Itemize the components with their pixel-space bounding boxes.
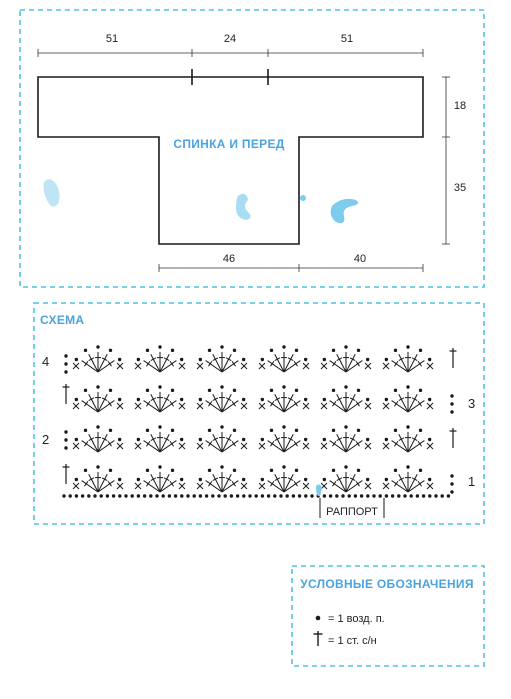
fan-dc-bar: [146, 481, 149, 486]
chain-dot: [75, 398, 78, 401]
chain-dot: [171, 469, 174, 472]
chain-dot: [428, 398, 431, 401]
chain-dot: [146, 429, 149, 432]
chain-dot: [323, 438, 326, 441]
chain-dot: [233, 389, 236, 392]
chain-dot: [450, 490, 453, 493]
chain-dot: [64, 370, 67, 373]
chain-dot: [385, 494, 388, 497]
fan-dc-bar: [170, 401, 173, 406]
blue-smudge: [300, 195, 306, 201]
fan-dc-bar: [332, 441, 335, 446]
chain-dot: [242, 494, 245, 497]
blue-smudge: [331, 199, 359, 223]
chain-dot: [96, 425, 99, 428]
chain-dot: [118, 478, 121, 481]
chain-dot: [428, 438, 431, 441]
chain-dot: [419, 469, 422, 472]
chain-dot: [180, 478, 183, 481]
chain-dot: [75, 478, 78, 481]
chain-dot: [137, 494, 140, 497]
chain-dot: [295, 389, 298, 392]
chain-dot: [385, 478, 388, 481]
fan-dc-bar: [108, 401, 111, 406]
chain-dot: [332, 429, 335, 432]
chain-dot: [137, 438, 140, 441]
chain-dot: [447, 494, 450, 497]
chain-dot: [357, 389, 360, 392]
chain-dot: [230, 494, 233, 497]
chain-dot: [394, 429, 397, 432]
chain-dot: [304, 438, 307, 441]
chain-dot: [199, 478, 202, 481]
legend-item-dc: = 1 ст. с/н: [328, 635, 377, 647]
fan-dc-bar: [294, 441, 297, 446]
chain-dot: [332, 469, 335, 472]
chain-dot: [180, 438, 183, 441]
blue-smudge: [44, 179, 60, 206]
fan-dc-bar: [394, 481, 397, 486]
chain-dot: [298, 494, 301, 497]
fan-dc-bar: [170, 481, 173, 486]
chain-dot: [329, 494, 332, 497]
fan-dc-bar: [294, 401, 297, 406]
chain-dot: [64, 362, 67, 365]
blue-smudge: [236, 194, 251, 220]
legend-item-chain: = 1 возд. п.: [328, 613, 385, 625]
fan-dc-bar: [170, 441, 173, 446]
chain-dot: [242, 438, 245, 441]
chain-dot: [270, 429, 273, 432]
dim-top-left: 51: [105, 33, 119, 45]
chain-dot: [366, 438, 369, 441]
chain-dot: [208, 429, 211, 432]
fan-dc-bar: [294, 361, 297, 366]
chain-dot: [162, 494, 165, 497]
chain-dot: [261, 478, 264, 481]
chain-dot: [261, 358, 264, 361]
dim-right-bottom: 35: [453, 182, 467, 194]
pattern-title: СПИНКА И ПЕРЕД: [173, 137, 285, 151]
fan-dc-bar: [232, 441, 235, 446]
chain-dot: [199, 438, 202, 441]
fan-dc-bar: [108, 361, 111, 366]
chain-dot: [62, 494, 65, 497]
chain-dot: [69, 494, 72, 497]
chain-dot: [180, 358, 183, 361]
chain-dot: [406, 425, 409, 428]
chain-dot: [419, 389, 422, 392]
chain-dot: [171, 429, 174, 432]
fan-dc-bar: [208, 481, 211, 486]
chain-dot: [158, 385, 161, 388]
chain-dot: [75, 494, 78, 497]
chain-dot: [344, 385, 347, 388]
chain-dot: [208, 349, 211, 352]
fan-dc-bar: [394, 361, 397, 366]
chain-dot: [270, 389, 273, 392]
chain-dot: [96, 345, 99, 348]
row-label-4: 4: [42, 354, 50, 369]
repeat-label: РАППОРТ: [326, 506, 378, 518]
chain-dot: [208, 389, 211, 392]
chain-dot: [394, 349, 397, 352]
fan-dc-bar: [356, 361, 359, 366]
chain-dot: [96, 385, 99, 388]
chain-dot: [450, 474, 453, 477]
dot-icon: [316, 616, 321, 621]
chain-dot: [379, 494, 382, 497]
chain-dot: [354, 494, 357, 497]
chain-dot: [224, 494, 227, 497]
chain-dot: [242, 358, 245, 361]
chain-dot: [366, 398, 369, 401]
dim-top-middle: 24: [223, 33, 237, 45]
chain-dot: [428, 478, 431, 481]
chain-dot: [282, 465, 285, 468]
chain-dot: [419, 429, 422, 432]
chain-dot: [323, 358, 326, 361]
chain-dot: [344, 425, 347, 428]
chain-dot: [233, 429, 236, 432]
chain-dot: [109, 429, 112, 432]
chain-dot: [199, 494, 202, 497]
dim-bottom-right: 40: [353, 253, 367, 265]
fan-dc-bar: [418, 361, 421, 366]
chain-dot: [220, 345, 223, 348]
chain-dot: [146, 349, 149, 352]
fan-dc-bar: [108, 441, 111, 446]
chain-dot: [118, 398, 121, 401]
chain-dot: [450, 410, 453, 413]
row-label-1: 1: [468, 474, 476, 489]
chain-dot: [323, 478, 326, 481]
chain-dot: [171, 389, 174, 392]
chain-dot: [391, 494, 394, 497]
fan-dc-bar: [232, 361, 235, 366]
chain-dot: [261, 398, 264, 401]
chain-dot: [109, 469, 112, 472]
chain-dot: [158, 425, 161, 428]
chain-dot: [286, 494, 289, 497]
chain-dot: [403, 494, 406, 497]
chain-dot: [199, 358, 202, 361]
fan-dc-bar: [270, 441, 273, 446]
chain-dot: [118, 494, 121, 497]
chain-dot: [109, 349, 112, 352]
chain-dot: [131, 494, 134, 497]
chain-dot: [193, 494, 196, 497]
chain-dot: [282, 425, 285, 428]
fan-dc-bar: [332, 401, 335, 406]
chain-dot: [137, 398, 140, 401]
chain-dot: [450, 394, 453, 397]
chain-dot: [146, 469, 149, 472]
fan-dc-bar: [208, 361, 211, 366]
chain-dot: [450, 482, 453, 485]
chain-dot: [295, 349, 298, 352]
legend-title: УСЛОВНЫЕ ОБОЗНАЧЕНИЯ: [300, 577, 474, 591]
chain-dot: [310, 494, 313, 497]
chain-dot: [137, 358, 140, 361]
chain-dot: [112, 494, 115, 497]
chain-dot: [64, 354, 67, 357]
fan-dc-bar: [84, 361, 87, 366]
chain-dot: [282, 345, 285, 348]
chain-dot: [199, 398, 202, 401]
chain-dot: [217, 494, 220, 497]
chain-dot: [332, 349, 335, 352]
fan-dc-bar: [294, 481, 297, 486]
fan-dc-bar: [332, 361, 335, 366]
chain-dot: [282, 385, 285, 388]
fan-dc-bar: [84, 481, 87, 486]
chain-dot: [366, 494, 369, 497]
chain-dot: [149, 494, 152, 497]
dagger-icon: [314, 631, 323, 646]
fan-dc-bar: [356, 481, 359, 486]
fan-dc-bar: [84, 441, 87, 446]
blue-smudge: [316, 484, 322, 496]
chain-dot: [84, 429, 87, 432]
chain-dot: [143, 494, 146, 497]
dim-bottom-left: 46: [222, 253, 236, 265]
chain-dot: [434, 494, 437, 497]
chain-dot: [304, 398, 307, 401]
fan-dc-bar: [332, 481, 335, 486]
fan-dc-bar: [84, 401, 87, 406]
chain-dot: [84, 469, 87, 472]
chain-dot: [304, 358, 307, 361]
chain-dot: [261, 438, 264, 441]
chain-dot: [106, 494, 109, 497]
chain-dot: [220, 385, 223, 388]
chain-dot: [292, 494, 295, 497]
chain-dot: [295, 469, 298, 472]
chain-dot: [295, 429, 298, 432]
fan-dc-bar: [208, 401, 211, 406]
chain-dot: [220, 465, 223, 468]
chain-dot: [93, 494, 96, 497]
fan-dc-bar: [356, 441, 359, 446]
chain-dot: [158, 465, 161, 468]
fan-dc-bar: [208, 441, 211, 446]
chain-dot: [84, 389, 87, 392]
chain-dot: [385, 358, 388, 361]
chain-dot: [441, 494, 444, 497]
chain-dot: [406, 465, 409, 468]
chain-dot: [109, 389, 112, 392]
chain-dot: [366, 358, 369, 361]
row-label-2: 2: [42, 432, 50, 447]
fan-dc-bar: [146, 401, 149, 406]
chain-dot: [158, 345, 161, 348]
chain-dot: [267, 494, 270, 497]
chain-dot: [406, 345, 409, 348]
chain-dot: [137, 478, 140, 481]
chain-dot: [270, 349, 273, 352]
chain-dot: [341, 494, 344, 497]
fan-dc-bar: [270, 361, 273, 366]
row-label-3: 3: [468, 396, 476, 411]
chain-dot: [64, 446, 67, 449]
fan-dc-bar: [418, 401, 421, 406]
chain-dot: [406, 385, 409, 388]
chain-dot: [335, 494, 338, 497]
chain-dot: [64, 430, 67, 433]
chain-dot: [248, 494, 251, 497]
chain-dot: [394, 389, 397, 392]
chain-dot: [344, 345, 347, 348]
chain-dot: [81, 494, 84, 497]
chain-dot: [372, 494, 375, 497]
chain-dot: [410, 494, 413, 497]
fan-dc-bar: [394, 401, 397, 406]
chain-dot: [208, 469, 211, 472]
fan-dc-bar: [146, 361, 149, 366]
chain-dot: [357, 469, 360, 472]
fan-dc-bar: [232, 401, 235, 406]
dim-right-top: 18: [453, 100, 467, 112]
chain-dot: [171, 349, 174, 352]
chain-dot: [360, 494, 363, 497]
chain-dot: [75, 358, 78, 361]
chain-dot: [180, 398, 183, 401]
chain-dot: [118, 438, 121, 441]
chain-dot: [450, 402, 453, 405]
chain-dot: [357, 349, 360, 352]
chain-dot: [394, 469, 397, 472]
chain-dot: [155, 494, 158, 497]
scheme-title: СХЕМА: [40, 313, 85, 327]
chain-dot: [124, 494, 127, 497]
chain-dot: [118, 358, 121, 361]
chain-dot: [186, 494, 189, 497]
fan-dc-bar: [146, 441, 149, 446]
chain-dot: [323, 398, 326, 401]
chain-dot: [261, 494, 264, 497]
chain-dot: [416, 494, 419, 497]
fan-dc-bar: [270, 401, 273, 406]
scheme-frame: [34, 303, 484, 524]
chain-dot: [304, 478, 307, 481]
stitch-chart: [62, 345, 456, 497]
chain-dot: [270, 469, 273, 472]
chain-dot: [205, 494, 208, 497]
chain-dot: [428, 494, 431, 497]
chain-dot: [279, 494, 282, 497]
fan-dc-bar: [270, 481, 273, 486]
chain-dot: [422, 494, 425, 497]
chain-dot: [304, 494, 307, 497]
chain-dot: [332, 389, 335, 392]
chain-dot: [273, 494, 276, 497]
chain-dot: [211, 494, 214, 497]
chain-dot: [348, 494, 351, 497]
chain-dot: [84, 349, 87, 352]
chain-dot: [174, 494, 177, 497]
chain-dot: [344, 465, 347, 468]
chain-dot: [397, 494, 400, 497]
chain-dot: [146, 389, 149, 392]
chain-dot: [233, 469, 236, 472]
chain-dot: [75, 438, 78, 441]
fan-dc-bar: [170, 361, 173, 366]
chain-dot: [168, 494, 171, 497]
chain-dot: [366, 478, 369, 481]
chain-dot: [255, 494, 258, 497]
chain-dot: [242, 398, 245, 401]
chain-dot: [64, 438, 67, 441]
chain-dot: [428, 358, 431, 361]
chain-dot: [233, 349, 236, 352]
fan-dc-bar: [232, 481, 235, 486]
chain-dot: [100, 494, 103, 497]
garment-outline: [38, 77, 423, 244]
chain-dot: [385, 438, 388, 441]
chain-dot: [87, 494, 90, 497]
chain-dot: [385, 398, 388, 401]
fan-dc-bar: [418, 481, 421, 486]
chain-dot: [323, 494, 326, 497]
fan-dc-bar: [108, 481, 111, 486]
chain-dot: [242, 478, 245, 481]
fan-dc-bar: [394, 441, 397, 446]
chain-dot: [180, 494, 183, 497]
dim-top-right: 51: [340, 33, 354, 45]
chain-dot: [96, 465, 99, 468]
chain-dot: [419, 349, 422, 352]
fan-dc-bar: [418, 441, 421, 446]
chain-dot: [357, 429, 360, 432]
fan-dc-bar: [356, 401, 359, 406]
chain-dot: [220, 425, 223, 428]
chain-dot: [236, 494, 239, 497]
